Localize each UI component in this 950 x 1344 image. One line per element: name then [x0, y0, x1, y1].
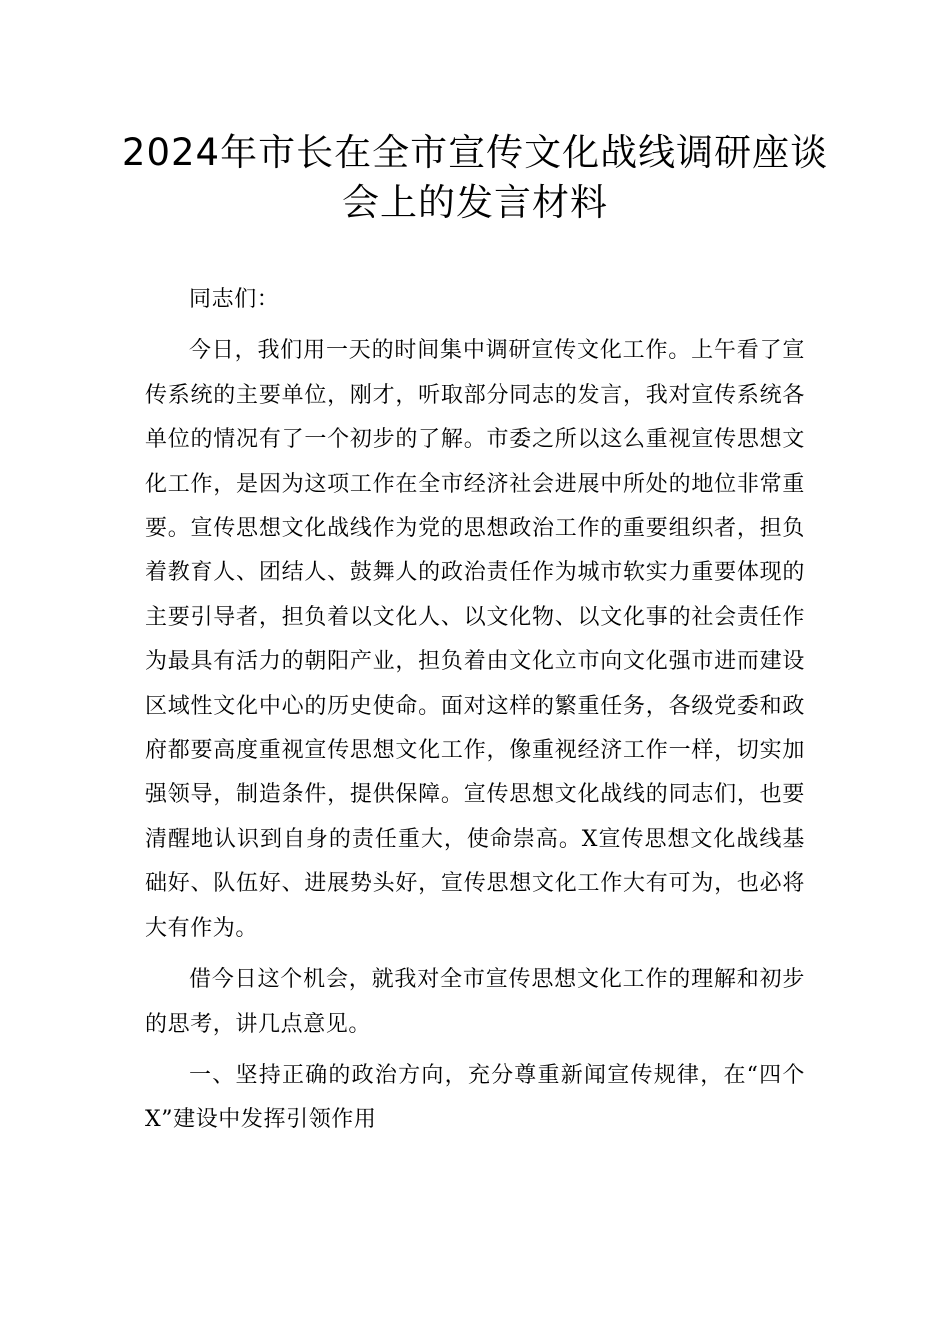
document-body: [145, 278, 805, 1150]
paragraph-opportunity: 借今日这个机会，就我对全市宣传思想文化工作的理解和初步的思考，讲几点意见。: [145, 967, 805, 1037]
section-heading-1: 一、坚持正确的政治方向，充分尊重新闻宣传规律，在“四个X”建设中发挥引领作用: [145, 1062, 805, 1133]
paragraph-intro: 今日，我们用一天的时间集中调研宣传文化工作。上午看了宣传系统的主要单位，刚才，听取部分同志的发言，我对宣传系统各单位的情况有了一个初步的了解。市委之所以这么重视宣传思想文化工作，是因为这项工作在全市经济社会进展中所处的地位非常重要。宣传思想文化战线作为党的思想政治工作的重要组织者，担负着教育人、团结人、鼓舞人的政治责任作为城市软实力重要体现的主要引导者，担负着以文化人、以文化物、以文化事的社会责任作为最具有活力的朝阳产业，担负着由文化立市向文化强市进而建设区域性文化中心的历史使命。面对这样的繁重任务，各级党委和政府都要高度重视宣传思想文化工作，像重视经济工作一样，切实加强领导，制造条件，提供保障。宣传思想文化战线的同志们，也要清醒地认识到自身的责任重大，使命崇高。X宣传思想文化战线基础好、队伍好、进展势头好，宣传思想文化工作大有可为，也必将大有作为。: [145, 338, 805, 941]
greeting: 同志们：: [189, 287, 280, 312]
document-title: 2024年市长在全市宣传文化战线调研座谈会上的发言材料: [121, 131, 829, 224]
